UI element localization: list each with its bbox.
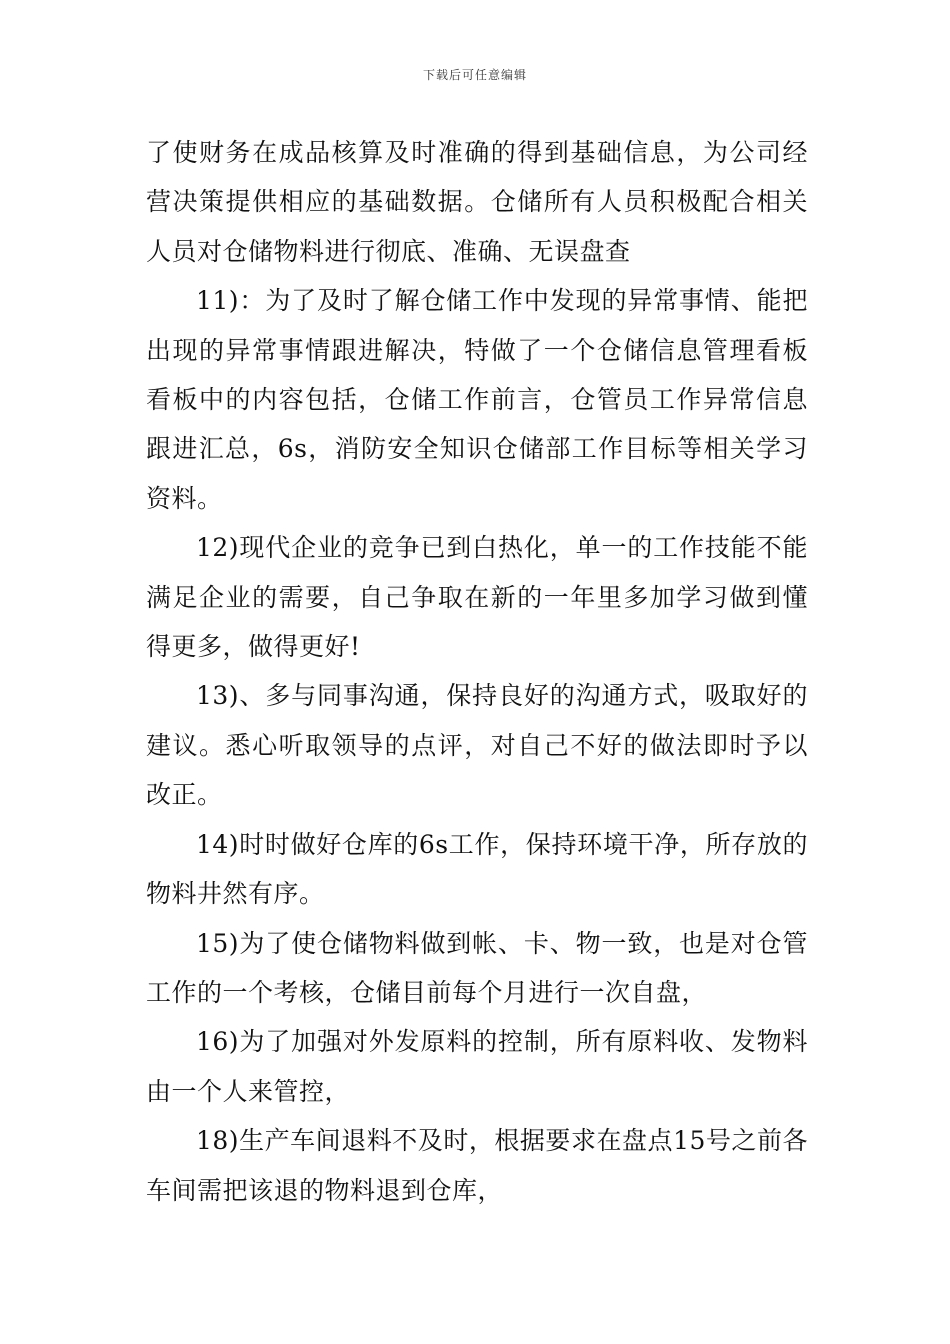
download-note: 下载后可任意编辑 bbox=[422, 68, 527, 82]
paragraph-item-11: 11)：为了及时了解仓储工作中发现的异常事情、能把出现的异常事情跟进解决，特做了一个仓储信息管理看板看板中的内容包括，仓储工作前言，仓管员工作异常信息跟进汇总，6s，消防安全知识仓储部工作目标等相关学习资料。 bbox=[146, 286, 808, 513]
paragraph-item-16: 16)为了加强对外发原料的控制，所有原料收、发物料由一个人来管控， bbox=[146, 1027, 808, 1106]
paragraph-item-18: 18)生产车间退料不及时，根据要求在盘点15号之前各车间需把该退的物料退到仓库， bbox=[146, 1126, 808, 1205]
paragraph-continuation: 了使财务在成品核算及时准确的得到基础信息，为公司经营决策提供相应的基础数据。仓储所有人员积极配合相关人员对仓储物料进行彻底、准确、无误盘查 bbox=[146, 138, 808, 266]
paragraph-item-13: 13)、多与同事沟通，保持良好的沟通方式，吸取好的建议。悉心听取领导的点评，对自己不好的做法即时予以改正。 bbox=[146, 681, 808, 810]
paragraph-item-12: 12)现代企业的竞争已到白热化，单一的工作技能不能满足企业的需要，自己争取在新的一年里多加学习做到懂得更多，做得更好! bbox=[146, 533, 808, 662]
paragraph-item-15: 15)为了使仓储物料做到帐、卡、物一致，也是对仓管工作的一个考核，仓储目前每个月进行一次自盘， bbox=[146, 928, 808, 1007]
document-body bbox=[146, 128, 808, 1215]
paragraph-item-14: 14)时时做好仓库的6s工作，保持环境干净，所存放的物料井然有序。 bbox=[146, 829, 808, 909]
